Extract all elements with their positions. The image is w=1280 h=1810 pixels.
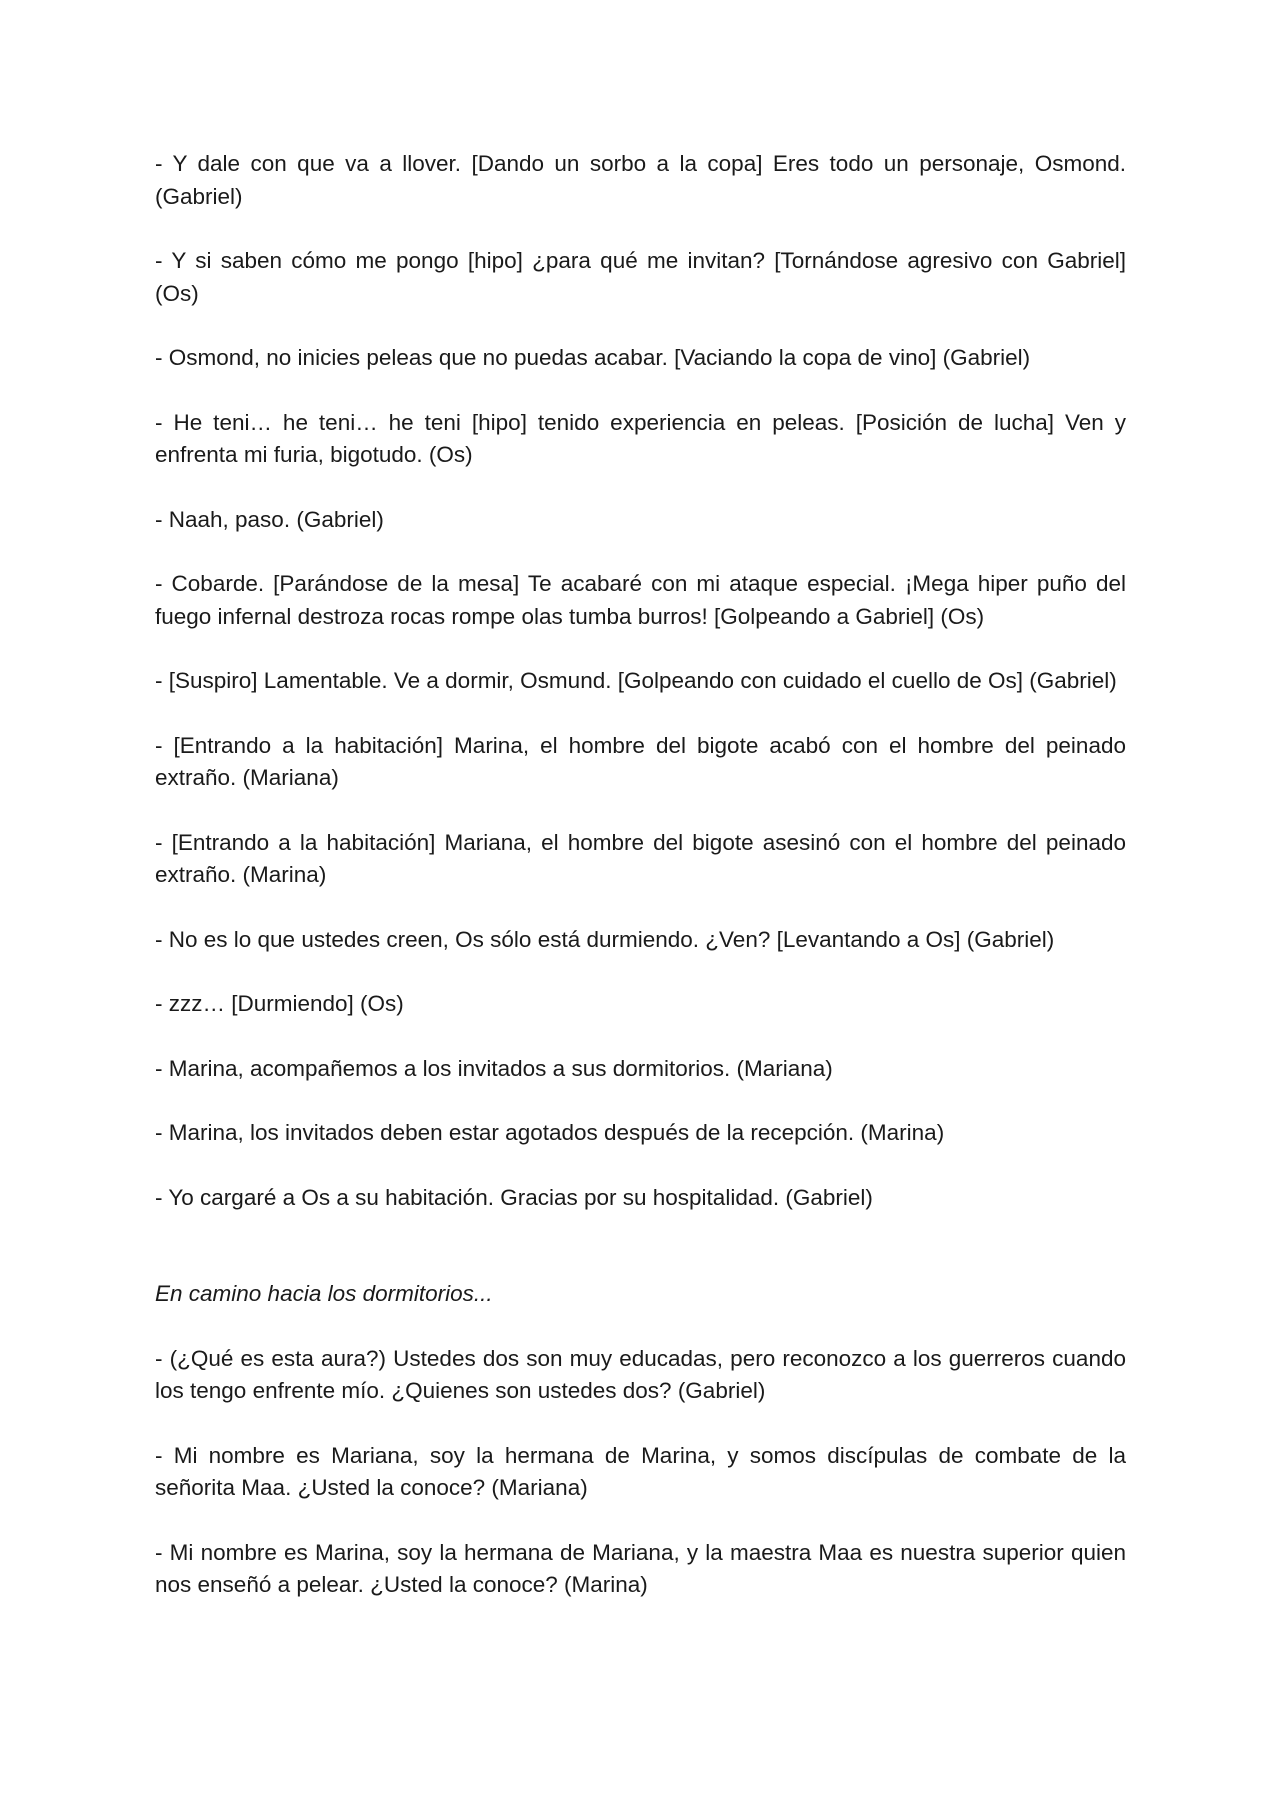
dialogue-line: - Mi nombre es Mariana, soy la hermana de Marina, y somos discípulas de combate de la señorita Maa. ¿Usted la conoce? (Mariana): [155, 1442, 1126, 1500]
dialogue-line: - Cobarde. [Parándose de la mesa] Te acabaré con mi ataque especial. ¡Mega hiper puño del fuego infernal destroza rocas rompe olas tumba burros! [Golpeando a Gabriel] (Os): [155, 571, 1126, 629]
dialogue-line: - Marina, los invitados deben estar agotados después de la recepción. (Marina): [155, 1120, 945, 1145]
dialogue-line: - No es lo que ustedes creen, Os sólo está durmiendo. ¿Ven? [Levantando a Os] (Gabriel): [155, 926, 1055, 952]
dialogue-line: - Marina, acompañemos a los invitados a sus dormitorios. (Mariana): [155, 1055, 833, 1081]
dialogue-line: - Y dale con que va a llover. [Dando un sorbo a la copa] Eres todo un personaje, Osmond. (Gabriel): [155, 151, 1126, 209]
document-page: [155, 148, 1126, 1634]
dialogue-line: - Mi nombre es Marina, soy la hermana de Mariana, y la maestra Maa es nuestra superior quien nos enseñó a pelear. ¿Usted la conoce? (Marina): [155, 1539, 1126, 1597]
dialogue-line: - Osmond, no inicies peleas que no puedas acabar. [Vaciando la copa de vino] (Gabriel): [155, 345, 1031, 370]
dialogue-line: - zzz… [Durmiendo] (Os): [155, 991, 404, 1016]
dialogue-line: - (¿Qué es esta aura?) Ustedes dos son muy educadas, pero reconozco a los guerreros cuando los tengo enfrente mío. ¿Quienes son ustedes dos? (Gabriel): [155, 1345, 1126, 1403]
dialogue-line: - [Suspiro] Lamentable. Ve a dormir, Osmund. [Golpeando con cuidado el cuello de Os] (Gabriel): [155, 668, 1117, 693]
dialogue-line: - Naah, paso. (Gabriel): [155, 506, 384, 532]
dialogue-line: - Y si saben cómo me pongo [hipo] ¿para qué me invitan? [Tornándose agresivo con Gabriel] (Os): [155, 248, 1126, 306]
dialogue-line: - Yo cargaré a Os a su habitación. Gracias por su hospitalidad. (Gabriel): [155, 1184, 873, 1210]
dialogue-line: - He teni… he teni… he teni [hipo] tenido experiencia en peleas. [Posición de lucha] Ven y enfrenta mi furia, bigotudo. (Os): [155, 409, 1126, 467]
narration-line: En camino hacia los dormitorios...: [155, 1281, 493, 1306]
dialogue-line: - [Entrando a la habitación] Marina, el hombre del bigote acabó con el hombre del peinado extraño. (Mariana): [155, 732, 1126, 790]
dialogue-line: - [Entrando a la habitación] Mariana, el hombre del bigote asesinó con el hombre del peinado extraño. (Marina): [155, 829, 1126, 887]
